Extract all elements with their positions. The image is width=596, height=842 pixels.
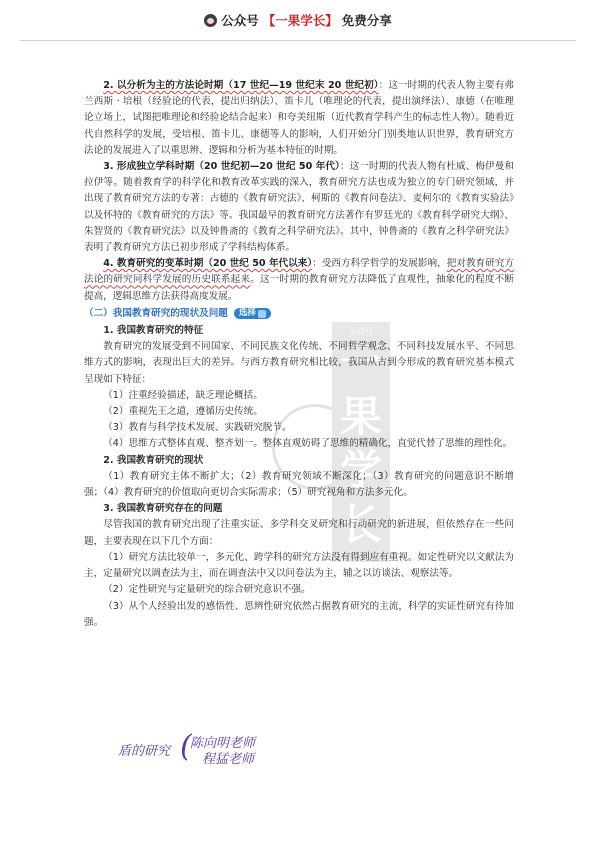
document-body (84, 78, 514, 631)
list-item: （2）重视先王之道，遵循历史传统。 (103, 406, 263, 418)
header-divider (20, 40, 576, 41)
page-header (0, 0, 596, 40)
period-4-title: 4. 教育研究的变革时期（20 世纪 50 年代以来） (103, 258, 313, 270)
paragraph-period-2 (84, 78, 514, 159)
signature-line-1: 陈向明老师 (190, 736, 256, 751)
list-item: （2）定性研究与定量研究的综合研究意识不强。 (103, 584, 311, 596)
period-3-title: 3. 形成独立学科时期（20 世纪初—20 世纪 50 年代） (103, 161, 340, 173)
badge-icon (258, 310, 266, 318)
watermark-small-text: 公众号 (349, 327, 373, 336)
paragraph-period-3 (84, 159, 514, 256)
subheading-features: 1. 我国教育研究的特征 (103, 325, 204, 337)
problems-intro: 尽管我国的教育研究出现了注重实证、多学科交叉研究和行动研究的新进展，但依然存在一些问题，主要表现在以下几个方面： (84, 519, 514, 547)
signature-paren: ( (180, 729, 192, 764)
signature-line-2: 程猛老师 (202, 752, 255, 767)
period-2-title: 2. 以分析为主的方法论时期（17 世纪—19 世纪末 20 世纪初） (103, 80, 379, 91)
question-type-badge (234, 308, 271, 319)
status-body: （1）教育研究主体不断扩大；（2）教育研究领域不断深化；（3）教育研究的问题意识不断增强；（4）教育研究的价值取向更切合实际需求；（5）研究视角和方法多元化。 (84, 470, 514, 499)
watermark-char: 果 (339, 392, 382, 441)
header-brand (204, 11, 392, 29)
paragraph-period-4 (84, 256, 514, 305)
subheading-status: 2. 我国教育研究的现状 (103, 454, 204, 466)
period-3-body: ：这一时期的代表人物有杜威、梅伊曼和拉伊等。随着教育学的科学化和教育改革实践的深入，教育研究方法也成为独立的专门研究领域，并出现了教育研究方法的专著：古德的《教育研究法》、柯斯的《教育问卷法》、麦柯尔的《教育实验法》以及怀特的《教育研究的方法》等。我国最早的教育研究方法著作有罗廷光的《教育科学研究大纲》、朱智贤的《教育研究法》以及钟鲁斋的《教育之科学研究法》。其中，钟鲁斋的《教育之科学研究法》表明了教育研究方法已初步形成了学科结构体系。 (84, 161, 515, 254)
watermark-char: 一 (339, 338, 382, 387)
header-brand-name: 【一果学长】 (262, 13, 338, 28)
list-item: （1）研究方法比较单一，多元化、跨学科的研究方法没有得到应有重视。如定性研究以文献法为主，定量研究以调查法为主，而在调查法中又以问卷法为主，辅之以访谈法、观察法等。 (84, 551, 514, 580)
header-prefix: 公众号 (221, 13, 259, 28)
features-intro: 教育研究的发展受到不同国家、不同民族文化传统、不同哲学观念、不同科技发展水平、不同思维方式的影响，表现出巨大的差异。与西方教育研究相比较，我国从古到今形成的教育研究基本模式呈现如下特征： (84, 341, 514, 385)
signature-left: 盾的研究 (118, 744, 171, 759)
list-item: （4）思维方式整体直观、整齐划一。整体直观妨碍了思维的精确化，直觉代替了思维的理性化。 (103, 438, 513, 450)
subheading-problems: 3. 我国教育研究存在的问题 (103, 503, 223, 515)
period-4-highlight: 把对教育研究方法论的研究同科学发展的历史联系起来 (84, 258, 515, 286)
period-4-body-b: 。这一时期的教育研究方法降低了直观性，抽象化的程度不断提高，逻辑思维方法获得高度发展。 (84, 274, 515, 302)
watermark-char: 长 (339, 500, 382, 549)
header-suffix: 免费分享 (341, 13, 392, 28)
list-item: （1）注重经验描述，缺乏理论概括。 (103, 389, 263, 401)
list-item: （3）教育与科学技术发展、实践研究脱节。 (103, 422, 292, 434)
period-4-body-a: ：受西方科学哲学的发展影响， (312, 258, 447, 270)
avatar-icon (204, 14, 217, 27)
watermark-char: 学 (339, 446, 382, 495)
section-title: （二）我国教育研究的现状及问题 (84, 307, 228, 319)
section-heading (84, 306, 514, 322)
badge-label: 选择 (238, 308, 256, 319)
period-2-body: ：这一时期的代表人物主要有弗兰西斯 · 培根（经验论的代表，提出归纳法）、笛卡儿（唯理论的代表，提出演绎法）、康德（在唯理论立场上，试图把唯理论和经验论结合起来）和夸美纽斯（近代教育学科产生的标志性人物）。随着近代自然科学的发展，受培根、笛卡儿、康德等人的影响，人们开始分门别类地认识世界，教育研究方法论的发展进入了以重思辨、逻辑和分析为基本特征的时期。 (84, 80, 515, 156)
list-item: （3）从个人经验出发的感悟性、思辨性研究依然占据教育研究的主流，科学的实证性研究有待加强。 (84, 600, 514, 628)
